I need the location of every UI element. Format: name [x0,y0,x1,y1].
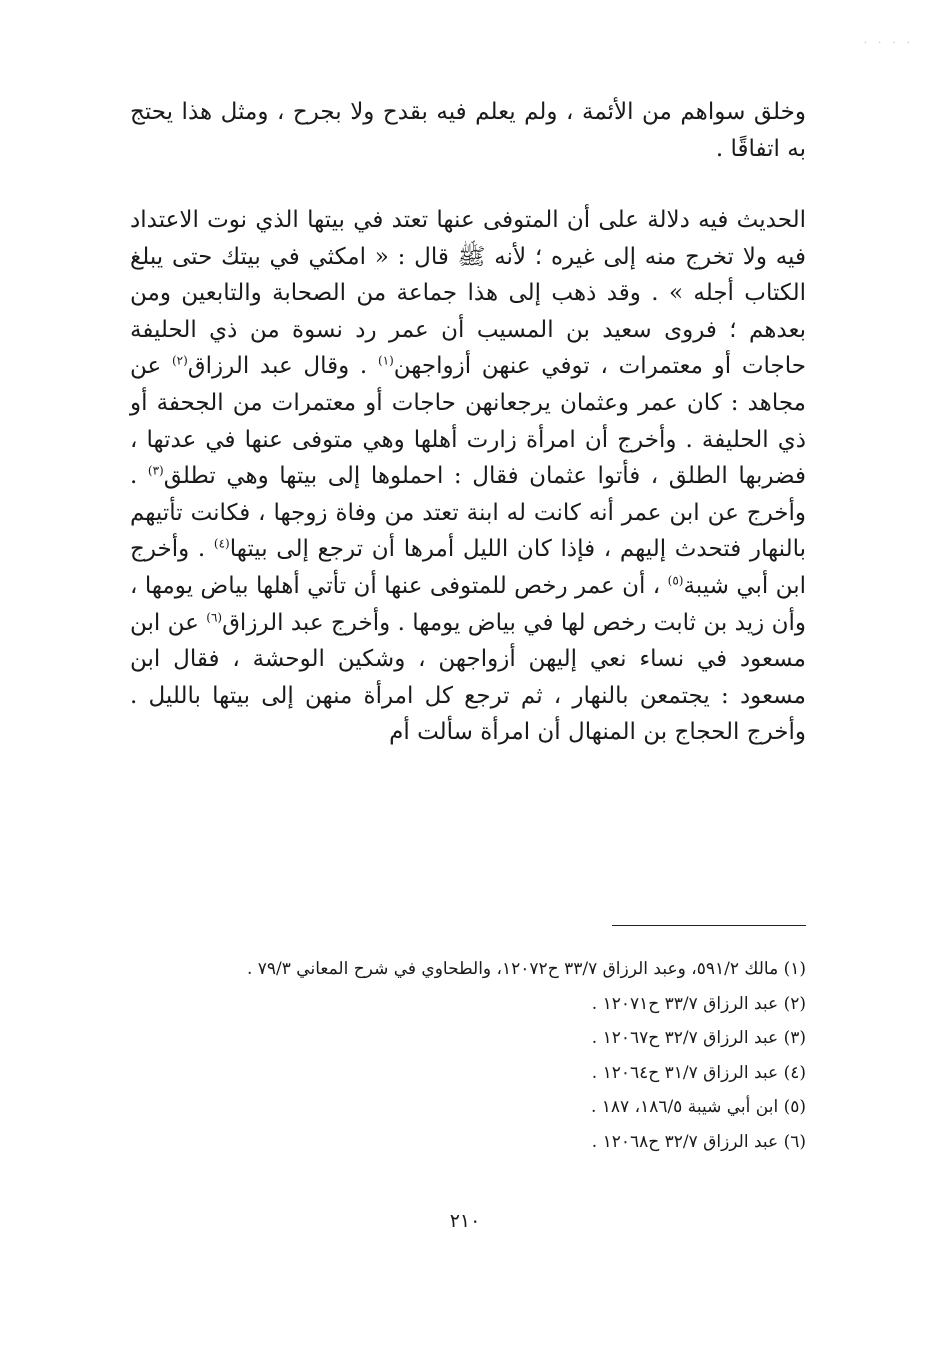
text-segment: . وأخرج عن ابن عمر أنه كانت له ابنة تعتد من وفاة زوجها ، فكانت تأتيهم بالنهار فتحدث إليهم ، فإذا كان الليل أمرها أن ترجع إلى بيتها [130,463,807,563]
text-segment: ، أن عمر رخص للمتوفى عنها أن تأتي أهلها بياض يومها ، وأن زيد بن ثابت رخص لها في بياض يومها . وأخرج عبد الرزاق [130,572,807,636]
footnotes-section [130,952,806,1160]
paragraph-text: وخلق سواهم من الأئمة ، ولم يعلم فيه بقدح ولا بجرح ، ومثل هذا يحتج به اتفاقًا . [130,99,806,162]
footnote-ref-2[interactable]: (٢) [171,353,188,368]
footnote-ref-5[interactable]: (٥) [667,573,684,588]
text-segment: الحديث فيه دلالة على أن المتوفى عنها تعتد في بيتها الذي نوت الاعتداد فيه ولا تخرج منه إلى غيره ؛ لأنه ﷺ قال : « امكثي في بيتك حتى يبلغ الكتاب أجله » . وقد ذهب إلى هذا جماعة من الصحابة والتابعين ومن بعدهم ؛ فروى سعيد بن المسيب أن عمر رد نسوة من ذي الحليفة حاجات أو معتمرات ، توفي عنهن أزواجهن [130,207,806,380]
footnote-ref-3[interactable]: (٣) [147,463,164,478]
corner-scan-mark: · · · · [863,38,914,49]
text-segment: . وأخرج ابن أبي شيبة [130,536,806,599]
footnote-3: (٣) عبد الرزاق ٣٢/٧ ح١٢٠٦٧ . [591,1028,806,1049]
text-segment: عن ابن مسعود في نساء نعي إليهن أزواجهن ، وشكين الوحشة ، فقال ابن مسعود : يجتمعن بالنهار ، ثم ترجع كل امرأة منهن إلى بيتها بالليل . وأخرج الحجاج بن المنهال أن امرأة سألت أم [130,609,806,746]
paragraph-continuation [130,94,806,167]
footnote-5: (٥) ابن أبي شيبة ١٨٦/٥، ١٨٧ . [590,1097,806,1118]
footnote-4: (٤) عبد الرزاق ٣١/٧ ح١٢٠٦٤ . [591,1062,806,1083]
footnote-divider [612,925,806,926]
footnote-2: (٢) عبد الرزاق ٣٣/٧ ح١٢٠٧١ . [591,993,806,1014]
paragraph-text [130,202,806,751]
footnote-1: (١) مالك ٥٩١/٢، وعبد الرزاق ٣٣/٧ ح١٢٠٧٢، والطحاوي في شرح المعاني ٧٩/٣ . [246,959,806,979]
page-number: ٢١٠ [449,1210,481,1232]
footnote-ref-6[interactable]: (٦) [206,609,223,624]
footnote-ref-1[interactable]: (١) [377,353,394,368]
text-segment: . وقال عبد الرزاق [187,353,378,380]
text-segment: عن مجاهد : كان عمر وعثمان يرجعانهن حاجات أو معتمرات من الجحفة أو ذي الحليفة . وأخرج أن امرأة زارت أهلها وهي متوفى عنها في عدتها ، فضربها الطلق ، فأتوا عثمان فقال : احملوها إلى بيتها وهي تطلق [130,353,807,490]
footnote-ref-4[interactable]: (٤) [213,536,230,551]
footnote-6: (٦) عبد الرزاق ٣٢/٧ ح١٢٠٦٨ . [591,1131,806,1152]
paragraph-main [130,202,806,751]
